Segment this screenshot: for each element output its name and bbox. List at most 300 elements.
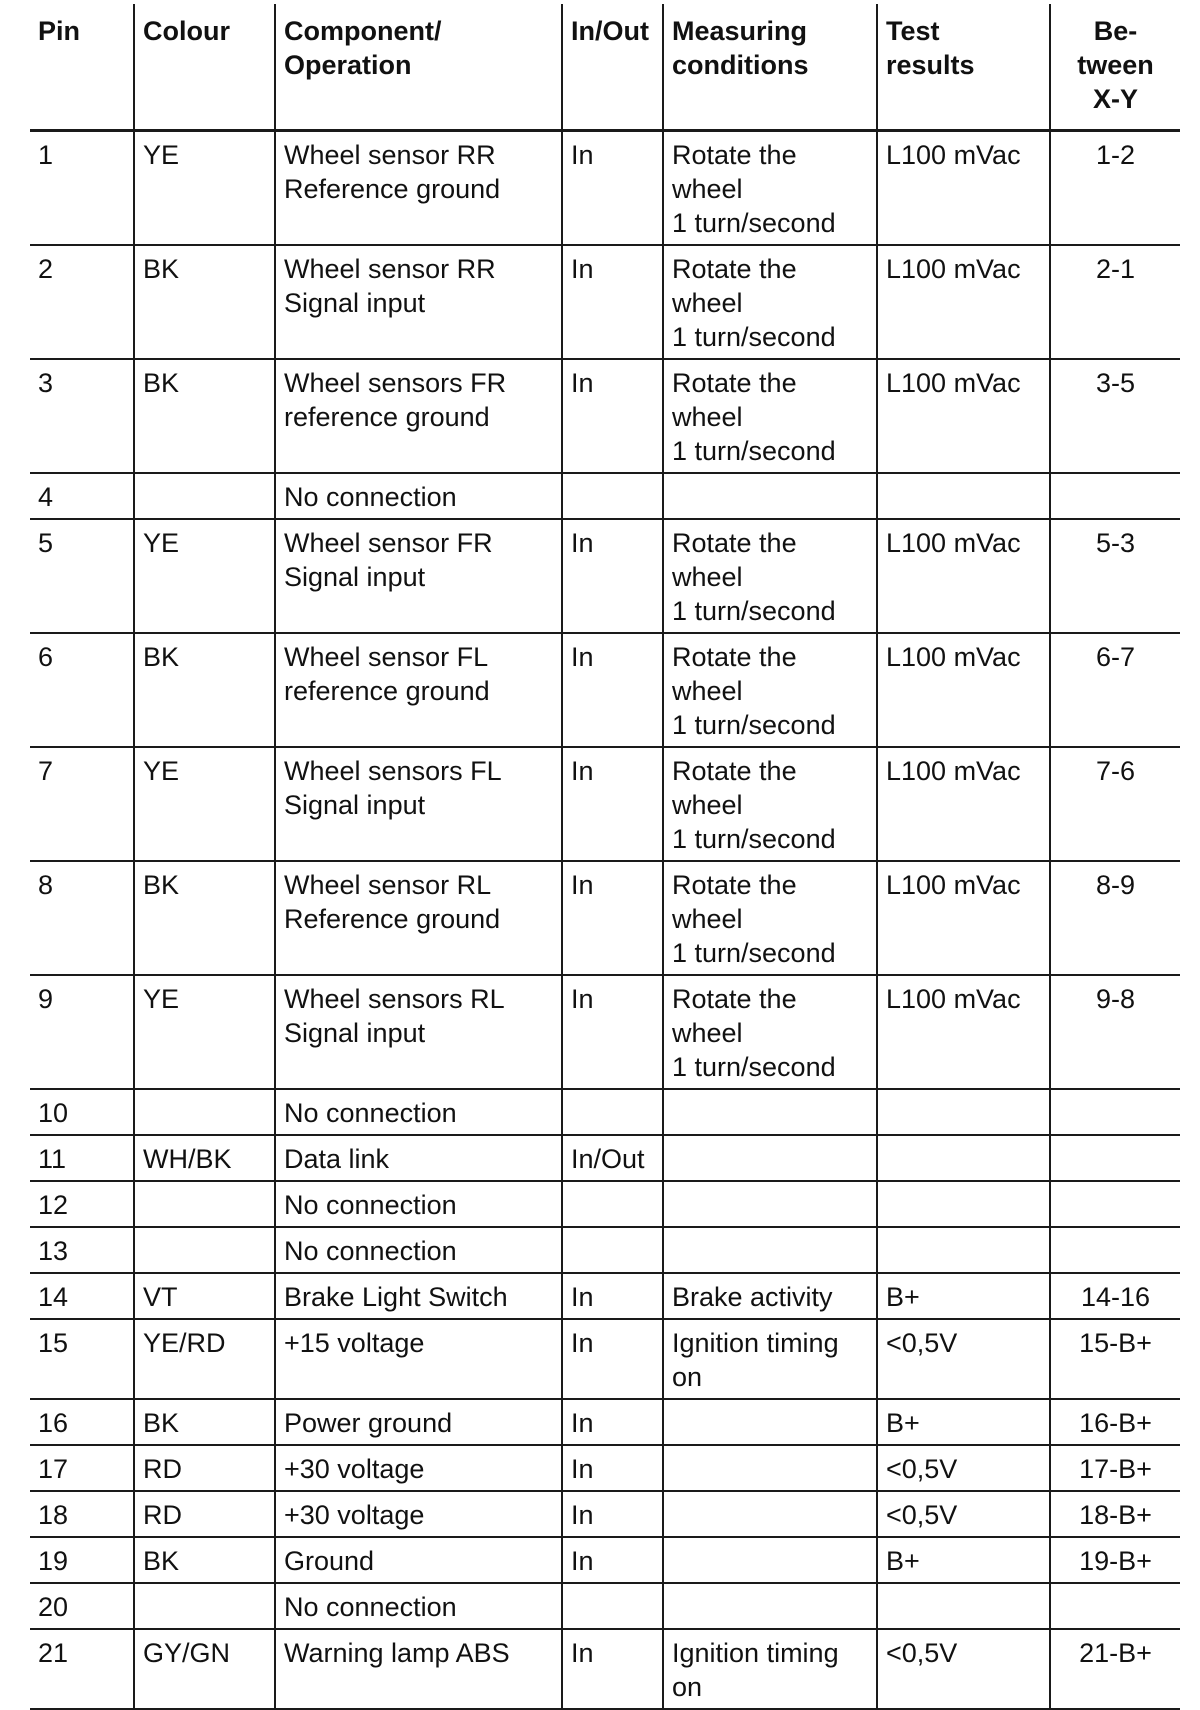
cell-in-out [562, 1089, 663, 1135]
column-header-in-out [562, 4, 663, 130]
cell-between-xy [1050, 130, 1180, 245]
cell-pin [30, 1227, 134, 1273]
column-header-test-results [877, 4, 1050, 130]
cell-between-xy [1050, 359, 1180, 473]
cell-text: 7 [38, 755, 54, 786]
cell-test-results [877, 1227, 1050, 1273]
table-row [30, 519, 1180, 633]
cell-colour [134, 747, 275, 861]
table-row [30, 975, 1180, 1089]
cell-colour [134, 861, 275, 975]
cell-colour [134, 1445, 275, 1491]
column-header-pin [30, 4, 134, 130]
cell-text: VT [143, 1281, 178, 1312]
cell-component [275, 519, 562, 633]
cell-in-out [562, 1399, 663, 1445]
cell-text: <0,5V [886, 1453, 958, 1484]
header-text: Colour [143, 16, 230, 46]
cell-colour [134, 1629, 275, 1709]
cell-text: 19-B+ [1079, 1545, 1152, 1576]
cell-text: Power ground [284, 1407, 453, 1438]
table-row [30, 473, 1180, 519]
cell-between-xy [1050, 1319, 1180, 1399]
cell-between-xy [1050, 1445, 1180, 1491]
cell-text: In [571, 1407, 594, 1438]
cell-colour [134, 1089, 275, 1135]
cell-measuring-conditions [663, 1227, 877, 1273]
header-text: Operation [284, 50, 412, 80]
cell-text: YE [143, 755, 180, 786]
table-row [30, 633, 1180, 747]
cell-pin [30, 1319, 134, 1399]
table-row [30, 1273, 1180, 1319]
table-row [30, 1089, 1180, 1135]
cell-test-results [877, 359, 1050, 473]
cell-text: 6 [38, 641, 54, 672]
cell-test-results [877, 1319, 1050, 1399]
header-text: results [886, 50, 975, 80]
cell-in-out [562, 473, 663, 519]
cell-pin [30, 1491, 134, 1537]
table-row [30, 1583, 1180, 1629]
column-header-component [275, 4, 562, 130]
cell-text: Wheel sensors FL [284, 755, 502, 786]
cell-colour [134, 519, 275, 633]
cell-text: 7-6 [1095, 755, 1136, 786]
cell-text: 1 turn/second [672, 937, 836, 968]
cell-measuring-conditions [663, 1629, 877, 1709]
cell-test-results [877, 1273, 1050, 1319]
cell-in-out [562, 747, 663, 861]
cell-text: 3 [38, 367, 54, 398]
cell-pin [30, 861, 134, 975]
cell-between-xy [1050, 633, 1180, 747]
cell-between-xy [1050, 747, 1180, 861]
cell-text: Ignition timing [672, 1637, 839, 1668]
cell-text: wheel [672, 401, 743, 432]
cell-text: 5-3 [1095, 527, 1136, 558]
column-header-colour [134, 4, 275, 130]
cell-pin [30, 1135, 134, 1181]
cell-test-results [877, 1089, 1050, 1135]
cell-text: 19 [38, 1545, 69, 1576]
cell-in-out [562, 975, 663, 1089]
header-text: Measuring [672, 16, 808, 46]
cell-text: Signal input [284, 789, 426, 820]
cell-text: No connection [284, 1097, 457, 1128]
cell-text: In/Out [571, 1143, 645, 1174]
cell-text: 21-B+ [1079, 1637, 1152, 1668]
cell-text: 1 turn/second [672, 207, 836, 238]
cell-in-out [562, 1135, 663, 1181]
table-row [30, 359, 1180, 473]
cell-text: wheel [672, 675, 743, 706]
table-row [30, 1491, 1180, 1537]
cell-colour [134, 359, 275, 473]
cell-text: YE [143, 527, 180, 558]
cell-text: 8-9 [1095, 869, 1136, 900]
cell-pin [30, 1537, 134, 1583]
cell-text: Wheel sensors FR [284, 367, 507, 398]
cell-text: reference ground [284, 675, 490, 706]
cell-component [275, 1181, 562, 1227]
cell-component [275, 1399, 562, 1445]
cell-component [275, 473, 562, 519]
cell-pin [30, 359, 134, 473]
cell-text: Brake Light Switch [284, 1281, 508, 1312]
cell-colour [134, 633, 275, 747]
cell-text: BK [143, 253, 180, 284]
cell-text: Wheel sensor RR [284, 139, 496, 170]
cell-text: B+ [886, 1545, 920, 1576]
cell-measuring-conditions [663, 519, 877, 633]
cell-between-xy [1050, 1135, 1180, 1181]
cell-text: Rotate the [672, 367, 797, 398]
header-text: Component/ [284, 16, 442, 46]
cell-component [275, 1445, 562, 1491]
cell-text: 5 [38, 527, 54, 558]
cell-text: <0,5V [886, 1637, 958, 1668]
cell-colour [134, 130, 275, 245]
cell-text: In [571, 641, 594, 672]
cell-text: In [571, 139, 594, 170]
cell-text: 16 [38, 1407, 69, 1438]
cell-test-results [877, 130, 1050, 245]
cell-text: 14 [38, 1281, 69, 1312]
cell-in-out [562, 1445, 663, 1491]
cell-in-out [562, 1491, 663, 1537]
cell-measuring-conditions [663, 1583, 877, 1629]
cell-text: wheel [672, 287, 743, 318]
cell-pin [30, 1399, 134, 1445]
cell-text: 3-5 [1095, 367, 1136, 398]
cell-text: Brake activity [672, 1281, 833, 1312]
cell-text: Signal input [284, 561, 426, 592]
table-row [30, 1181, 1180, 1227]
cell-text: Rotate the [672, 641, 797, 672]
cell-text: BK [143, 1545, 180, 1576]
cell-in-out [562, 1583, 663, 1629]
header-text: X-Y [1092, 84, 1138, 114]
table-row [30, 1445, 1180, 1491]
cell-between-xy [1050, 861, 1180, 975]
cell-measuring-conditions [663, 861, 877, 975]
cell-pin [30, 1445, 134, 1491]
cell-text: BK [143, 641, 180, 672]
cell-measuring-conditions [663, 1537, 877, 1583]
cell-test-results [877, 1399, 1050, 1445]
column-header-between-xy [1050, 4, 1180, 130]
cell-pin [30, 633, 134, 747]
cell-text: 14-16 [1080, 1281, 1151, 1312]
cell-measuring-conditions [663, 1319, 877, 1399]
cell-component [275, 1319, 562, 1399]
cell-text: WH/BK [143, 1143, 232, 1174]
table-row [30, 1629, 1180, 1709]
cell-measuring-conditions [663, 1135, 877, 1181]
cell-text: 1 turn/second [672, 435, 836, 466]
cell-text: BK [143, 869, 180, 900]
pin-assignment-table [30, 4, 1180, 1710]
header-row [30, 4, 1180, 130]
cell-colour [134, 473, 275, 519]
cell-measuring-conditions [663, 975, 877, 1089]
cell-text: B+ [886, 1281, 920, 1312]
cell-text: wheel [672, 561, 743, 592]
table-row [30, 1135, 1180, 1181]
cell-text: 17-B+ [1079, 1453, 1152, 1484]
cell-measuring-conditions [663, 1089, 877, 1135]
cell-measuring-conditions [663, 359, 877, 473]
cell-text: Wheel sensor FR [284, 527, 493, 558]
cell-pin [30, 473, 134, 519]
cell-pin [30, 975, 134, 1089]
cell-text: wheel [672, 903, 743, 934]
cell-between-xy [1050, 1491, 1180, 1537]
cell-in-out [562, 130, 663, 245]
cell-text: 11 [38, 1143, 67, 1174]
cell-text: In [571, 1453, 594, 1484]
table-row [30, 1319, 1180, 1399]
cell-test-results [877, 975, 1050, 1089]
cell-text: <0,5V [886, 1499, 958, 1530]
cell-in-out [562, 1537, 663, 1583]
cell-text: 6-7 [1095, 641, 1136, 672]
cell-text: 2 [38, 253, 54, 284]
cell-between-xy [1050, 1537, 1180, 1583]
cell-component [275, 633, 562, 747]
cell-text: No connection [284, 481, 457, 512]
cell-text: L100 mVac [886, 367, 1021, 398]
cell-between-xy [1050, 1227, 1180, 1273]
cell-pin [30, 1273, 134, 1319]
cell-text: No connection [284, 1235, 457, 1266]
cell-colour [134, 1399, 275, 1445]
cell-between-xy [1050, 975, 1180, 1089]
cell-measuring-conditions [663, 245, 877, 359]
cell-text: +30 voltage [284, 1499, 425, 1530]
cell-between-xy [1050, 473, 1180, 519]
cell-test-results [877, 861, 1050, 975]
cell-text: +30 voltage [284, 1453, 425, 1484]
cell-in-out [562, 519, 663, 633]
cell-text: L100 mVac [886, 869, 1021, 900]
cell-text: 18 [38, 1499, 69, 1530]
cell-component [275, 245, 562, 359]
cell-text: Ignition timing [672, 1327, 839, 1358]
cell-text: L100 mVac [886, 641, 1021, 672]
cell-text: 1 turn/second [672, 595, 836, 626]
cell-text: 16-B+ [1079, 1407, 1152, 1438]
cell-component [275, 975, 562, 1089]
cell-component [275, 1089, 562, 1135]
cell-text: <0,5V [886, 1327, 958, 1358]
cell-text: Wheel sensor RL [284, 869, 492, 900]
cell-in-out [562, 861, 663, 975]
cell-text: 4 [38, 481, 54, 512]
cell-pin [30, 519, 134, 633]
cell-test-results [877, 633, 1050, 747]
cell-text: YE [143, 983, 180, 1014]
cell-in-out [562, 1319, 663, 1399]
cell-between-xy [1050, 1629, 1180, 1709]
cell-text: Rotate the [672, 983, 797, 1014]
table-row [30, 861, 1180, 975]
cell-text: Reference ground [284, 173, 501, 204]
cell-measuring-conditions [663, 1181, 877, 1227]
cell-in-out [562, 1227, 663, 1273]
cell-text: Ground [284, 1545, 375, 1576]
cell-measuring-conditions [663, 747, 877, 861]
cell-text: 9 [38, 983, 54, 1014]
cell-text: wheel [672, 1017, 743, 1048]
cell-text: reference ground [284, 401, 490, 432]
cell-text: Reference ground [284, 903, 501, 934]
cell-colour [134, 1227, 275, 1273]
cell-test-results [877, 1135, 1050, 1181]
cell-colour [134, 1135, 275, 1181]
cell-between-xy [1050, 1181, 1180, 1227]
header-text: conditions [672, 50, 809, 80]
cell-in-out [562, 1629, 663, 1709]
cell-in-out [562, 359, 663, 473]
cell-pin [30, 747, 134, 861]
cell-text: 17 [38, 1453, 69, 1484]
cell-text: In [571, 1637, 594, 1668]
cell-measuring-conditions [663, 130, 877, 245]
cell-text: 18-B+ [1079, 1499, 1152, 1530]
cell-text: L100 mVac [886, 527, 1021, 558]
table-body [30, 130, 1180, 1709]
cell-text: In [571, 1327, 594, 1358]
cell-text: 10 [38, 1097, 69, 1128]
table-row [30, 1399, 1180, 1445]
cell-text: 9-8 [1095, 983, 1136, 1014]
cell-text: 15-B+ [1079, 1327, 1152, 1358]
cell-text: Wheel sensors RL [284, 983, 505, 1014]
header-text: Be- [1093, 16, 1138, 46]
cell-test-results [877, 1491, 1050, 1537]
cell-text: Wheel sensor RR [284, 253, 496, 284]
cell-colour [134, 1491, 275, 1537]
cell-text: L100 mVac [886, 983, 1021, 1014]
cell-pin [30, 130, 134, 245]
cell-text: 8 [38, 869, 54, 900]
cell-colour [134, 1181, 275, 1227]
cell-component [275, 861, 562, 975]
table-row [30, 245, 1180, 359]
cell-colour [134, 1537, 275, 1583]
cell-measuring-conditions [663, 1491, 877, 1537]
table-header [30, 4, 1180, 130]
cell-text: L100 mVac [886, 139, 1021, 170]
cell-component [275, 130, 562, 245]
cell-in-out [562, 633, 663, 747]
cell-between-xy [1050, 1399, 1180, 1445]
cell-test-results [877, 245, 1050, 359]
cell-component [275, 359, 562, 473]
cell-pin [30, 1181, 134, 1227]
cell-text: In [571, 367, 594, 398]
cell-text: wheel [672, 789, 743, 820]
cell-measuring-conditions [663, 473, 877, 519]
cell-test-results [877, 1629, 1050, 1709]
cell-text: B+ [886, 1407, 920, 1438]
cell-text: In [571, 755, 594, 786]
cell-colour [134, 1319, 275, 1399]
cell-text: Rotate the [672, 253, 797, 284]
cell-colour [134, 975, 275, 1089]
table-row [30, 130, 1180, 245]
cell-text: In [571, 1499, 594, 1530]
cell-text: 13 [38, 1235, 69, 1266]
cell-measuring-conditions [663, 1273, 877, 1319]
cell-in-out [562, 1181, 663, 1227]
cell-text: BK [143, 1407, 180, 1438]
cell-text: 1 turn/second [672, 1051, 836, 1082]
cell-test-results [877, 473, 1050, 519]
header-text: Test [886, 16, 940, 46]
cell-component [275, 1227, 562, 1273]
cell-text: 2-1 [1095, 253, 1136, 284]
cell-text: 12 [38, 1189, 69, 1220]
cell-text: 1 turn/second [672, 709, 836, 740]
cell-text: In [571, 983, 594, 1014]
cell-text: on [672, 1671, 703, 1702]
cell-text: 1 [38, 139, 54, 170]
cell-text: +15 voltage [284, 1327, 425, 1358]
cell-text: In [571, 527, 594, 558]
cell-component [275, 1629, 562, 1709]
cell-between-xy [1050, 1089, 1180, 1135]
cell-text: In [571, 253, 594, 284]
cell-colour [134, 1273, 275, 1319]
cell-text: 1 turn/second [672, 823, 836, 854]
header-text: Pin [38, 16, 81, 46]
cell-test-results [877, 1181, 1050, 1227]
cell-text: RD [143, 1499, 182, 1530]
cell-text: 15 [38, 1327, 69, 1358]
cell-text: In [571, 1545, 594, 1576]
cell-pin [30, 245, 134, 359]
cell-test-results [877, 1537, 1050, 1583]
cell-text: Wheel sensor FL [284, 641, 489, 672]
cell-text: In [571, 869, 594, 900]
cell-between-xy [1050, 1583, 1180, 1629]
cell-text: 20 [38, 1591, 69, 1622]
cell-in-out [562, 1273, 663, 1319]
cell-component [275, 1273, 562, 1319]
table-row [30, 747, 1180, 861]
cell-text: 1 turn/second [672, 321, 836, 352]
cell-test-results [877, 1583, 1050, 1629]
cell-text: Rotate the [672, 869, 797, 900]
cell-colour [134, 245, 275, 359]
cell-pin [30, 1089, 134, 1135]
cell-text: Signal input [284, 287, 426, 318]
cell-text: L100 mVac [886, 253, 1021, 284]
table-row [30, 1227, 1180, 1273]
cell-measuring-conditions [663, 1445, 877, 1491]
cell-in-out [562, 245, 663, 359]
cell-text: Rotate the [672, 527, 797, 558]
cell-between-xy [1050, 245, 1180, 359]
cell-component [275, 1583, 562, 1629]
cell-text: Rotate the [672, 755, 797, 786]
cell-text: Signal input [284, 1017, 426, 1048]
cell-text: Warning lamp ABS [284, 1637, 510, 1668]
cell-text: BK [143, 367, 180, 398]
